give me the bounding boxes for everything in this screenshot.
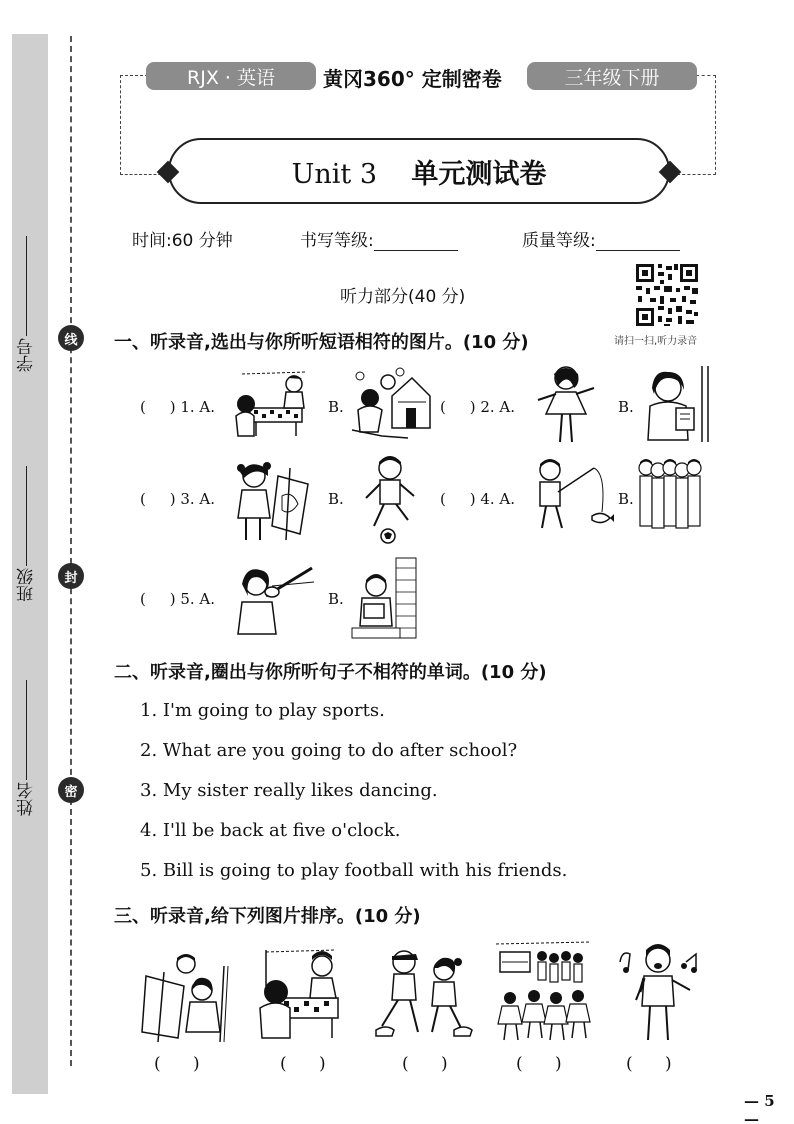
sentence-1[interactable]: 1. I'm going to play sports.: [140, 700, 385, 721]
q3-option-b-football-boy-icon[interactable]: [360, 454, 420, 546]
seal-secret: 密: [58, 777, 84, 803]
s3-answer-3[interactable]: ( ): [402, 1054, 448, 1074]
q1-option-b-label: B.: [328, 398, 344, 416]
q5-option-a-violin-girl-icon[interactable]: [232, 562, 318, 636]
section3-title: 三、听录音,给下列图片排序。(10 分): [114, 906, 421, 927]
q4-option-a-fishing-boy-icon[interactable]: [532, 456, 614, 542]
q4-option-b-label: B.: [618, 490, 634, 508]
qr-code-icon[interactable]: [634, 262, 700, 328]
section2-title: 二、听录音,圈出与你所听句子不相符的单词。(10 分): [114, 662, 547, 683]
name-label: 姓名: [16, 782, 37, 816]
section1-title: 一、听录音,选出与你所听短语相符的图片。(10 分): [114, 332, 529, 353]
student-id-label: 学号: [16, 338, 37, 372]
s3-answer-4[interactable]: ( ): [516, 1054, 562, 1074]
q4-label: ( ) 4. A.: [440, 490, 515, 508]
s3-chess-icon[interactable]: [256, 946, 346, 1042]
page-number: — 5 —: [744, 1092, 775, 1124]
qr-caption: 请扫一扫,听力录音: [614, 336, 698, 347]
s3-group-dance-icon[interactable]: [494, 940, 594, 1044]
q4-option-b-group-icon[interactable]: [634, 456, 708, 540]
q2-option-a-dancing-girl-icon[interactable]: [534, 364, 598, 446]
q5-option-b-label: B.: [328, 590, 344, 608]
q2-option-b-label: B.: [618, 398, 634, 416]
subject-badge: RJX · 英语: [146, 62, 316, 90]
writing-grade-label: 书写等级:: [300, 231, 374, 251]
writing-grade[interactable]: [300, 226, 458, 251]
page-title: [0, 152, 794, 191]
quality-grade-blank: [596, 233, 680, 251]
seal-seal: 封: [58, 563, 84, 589]
class-label: 班级: [16, 568, 37, 602]
sentence-3[interactable]: 3. My sister really likes dancing.: [140, 780, 438, 801]
s3-running-icon[interactable]: [374, 944, 474, 1042]
listening-part-title: 听力部分(40 分): [340, 287, 466, 307]
s3-singing-icon[interactable]: [612, 940, 708, 1044]
q3-option-b-label: B.: [328, 490, 344, 508]
q3-option-a-painting-girl-icon[interactable]: [232, 456, 312, 542]
seal-line: 线: [58, 325, 84, 351]
q3-label: ( ) 3. A.: [140, 490, 215, 508]
s3-answer-2[interactable]: ( ): [280, 1054, 326, 1074]
s3-answer-5[interactable]: ( ): [626, 1054, 672, 1074]
class-blank: [26, 466, 27, 566]
student-id-field[interactable]: [6, 236, 46, 372]
time-info: 时间:60 分钟: [132, 231, 233, 251]
q1-option-a-chess-icon[interactable]: [232, 370, 312, 440]
s3-painting-icon[interactable]: [140, 946, 230, 1044]
q1-option-b-house-icon[interactable]: [348, 366, 432, 444]
student-id-blank: [26, 236, 27, 336]
writing-grade-blank: [374, 233, 458, 251]
q1-label: ( ) 1. A.: [140, 398, 215, 416]
grade-badge: 三年级下册: [527, 62, 697, 90]
s3-answer-1[interactable]: ( ): [154, 1054, 200, 1074]
quality-grade-label: 质量等级:: [522, 231, 596, 251]
q2-label: ( ) 2. A.: [440, 398, 515, 416]
quality-grade[interactable]: [522, 226, 680, 251]
unit-label: Unit 3: [291, 159, 378, 190]
name-blank: [26, 680, 27, 780]
sentence-4[interactable]: 4. I'll be back at five o'clock.: [140, 820, 401, 841]
class-field[interactable]: [6, 466, 46, 602]
name-field[interactable]: [6, 680, 46, 816]
test-name: 单元测试卷: [411, 159, 547, 190]
q2-option-b-reading-girl-icon[interactable]: [636, 364, 710, 444]
sentence-2[interactable]: 2. What are you going to do after school?: [140, 740, 518, 761]
q5-option-b-reading-boy-icon[interactable]: [350, 556, 418, 640]
series-title: 黄冈360° 定制密卷: [323, 67, 502, 91]
sentence-5[interactable]: 5. Bill is going to play football with his friends.: [140, 860, 568, 881]
q5-label: ( ) 5. A.: [140, 590, 215, 608]
